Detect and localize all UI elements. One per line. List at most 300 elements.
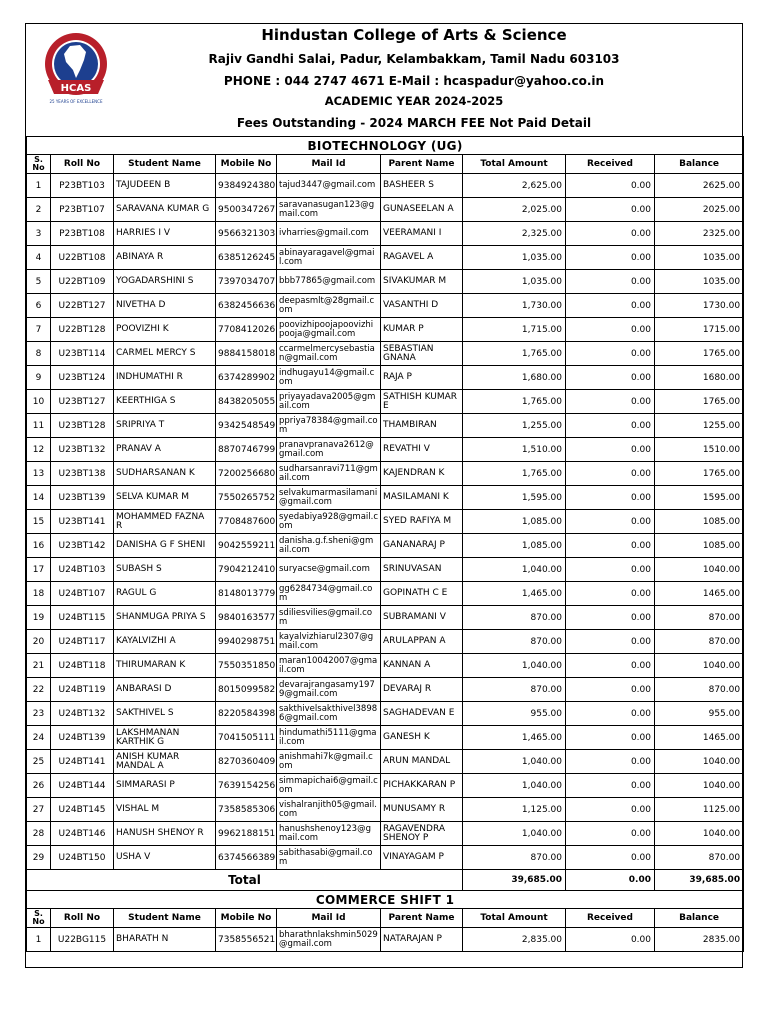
table-row <box>27 606 744 630</box>
cell-mail: priyayadava2005@gmail.com <box>277 390 381 414</box>
cell-roll: U24BT117 <box>51 630 114 654</box>
table-row <box>27 270 744 294</box>
cell-mobile: 8870746799 <box>216 438 277 462</box>
section-header <box>27 891 744 909</box>
cell-mobile: 7550351850 <box>216 654 277 678</box>
cell-received: 0.00 <box>566 246 655 270</box>
cell-mail: vishalranjith05@gmail.com <box>277 798 381 822</box>
cell-roll: U24BT107 <box>51 582 114 606</box>
cell-sno: 3 <box>27 222 51 246</box>
cell-balance: 2025.00 <box>655 198 744 222</box>
cell-total: 1,730.00 <box>463 294 566 318</box>
cell-name: ANBARASI D <box>114 678 216 702</box>
table-row <box>27 630 744 654</box>
cell-balance: 870.00 <box>655 630 744 654</box>
cell-mail: gg6284734@gmail.com <box>277 582 381 606</box>
cell-balance: 1595.00 <box>655 486 744 510</box>
cell-mail: selvakumarmasilamani@gmail.com <box>277 486 381 510</box>
table-row <box>27 846 744 870</box>
total-balance: 39,685.00 <box>655 870 744 891</box>
cell-sno: 1 <box>27 928 51 952</box>
cell-balance: 1085.00 <box>655 510 744 534</box>
cell-total: 1,040.00 <box>463 750 566 774</box>
cell-received: 0.00 <box>566 702 655 726</box>
cell-mail: sdiliesvilies@gmail.com <box>277 606 381 630</box>
cell-balance: 1765.00 <box>655 342 744 366</box>
cell-balance: 2625.00 <box>655 174 744 198</box>
cell-mobile: 7550265752 <box>216 486 277 510</box>
cell-received: 0.00 <box>566 558 655 582</box>
academic-year: ACADEMIC YEAR 2024-2025 <box>324 94 504 108</box>
cell-mobile: 6382456636 <box>216 294 277 318</box>
table-row <box>27 822 744 846</box>
column-header-received: Received <box>566 155 655 174</box>
cell-mail: abinayaragavel@gmail.com <box>277 246 381 270</box>
cell-mail: simmapichai6@gmail.com <box>277 774 381 798</box>
cell-name: SUBASH S <box>114 558 216 582</box>
cell-balance: 955.00 <box>655 702 744 726</box>
cell-mail: kayalvizhiarul2307@gmail.com <box>277 630 381 654</box>
cell-mail: saravanasugan123@gmail.com <box>277 198 381 222</box>
column-header-mail: Mail Id <box>277 155 381 174</box>
cell-parent: VASANTHI D <box>381 294 463 318</box>
cell-sno: 7 <box>27 318 51 342</box>
cell-name: POOVIZHI K <box>114 318 216 342</box>
cell-name: SIMMARASI P <box>114 774 216 798</box>
cell-received: 0.00 <box>566 294 655 318</box>
cell-roll: U24BT141 <box>51 750 114 774</box>
cell-mobile: 6385126245 <box>216 246 277 270</box>
cell-roll: U24BT144 <box>51 774 114 798</box>
cell-sno: 16 <box>27 534 51 558</box>
total-row <box>27 870 744 891</box>
cell-parent: RAJA P <box>381 366 463 390</box>
cell-roll: U24BT115 <box>51 606 114 630</box>
cell-received: 0.00 <box>566 822 655 846</box>
cell-balance: 1730.00 <box>655 294 744 318</box>
table-row <box>27 366 744 390</box>
cell-total: 955.00 <box>463 702 566 726</box>
cell-roll: U22BT108 <box>51 246 114 270</box>
cell-balance: 870.00 <box>655 846 744 870</box>
table-row <box>27 510 744 534</box>
college-name: Hindustan College of Arts & Science <box>261 26 567 44</box>
cell-roll: U23BT128 <box>51 414 114 438</box>
cell-received: 0.00 <box>566 798 655 822</box>
cell-parent: BASHEER S <box>381 174 463 198</box>
cell-roll: U23BT139 <box>51 486 114 510</box>
cell-name: YOGADARSHINI S <box>114 270 216 294</box>
cell-mail: anishmahi7k@gmail.com <box>277 750 381 774</box>
cell-parent: ARUN MANDAL <box>381 750 463 774</box>
cell-balance: 1715.00 <box>655 318 744 342</box>
cell-received: 0.00 <box>566 390 655 414</box>
report-title: Fees Outstanding - 2024 MARCH FEE Not Paid Detail <box>236 116 592 130</box>
cell-sno: 6 <box>27 294 51 318</box>
cell-roll: U24BT150 <box>51 846 114 870</box>
column-header-balance: Balance <box>655 909 744 928</box>
cell-roll: U23BT141 <box>51 510 114 534</box>
table-row <box>27 678 744 702</box>
cell-received: 0.00 <box>566 174 655 198</box>
cell-received: 0.00 <box>566 342 655 366</box>
column-header-sno: S. No <box>27 155 51 174</box>
column-header-row <box>27 909 744 928</box>
table-row <box>27 246 744 270</box>
column-header-roll: Roll No <box>51 909 114 928</box>
cell-sno: 12 <box>27 438 51 462</box>
column-header-balance: Balance <box>655 155 744 174</box>
cell-roll: U24BT118 <box>51 654 114 678</box>
cell-roll: U22BT128 <box>51 318 114 342</box>
cell-total: 1,040.00 <box>463 654 566 678</box>
cell-roll: U24BT103 <box>51 558 114 582</box>
cell-sno: 21 <box>27 654 51 678</box>
cell-mobile: 9042559211 <box>216 534 277 558</box>
cell-name: SARAVANA KUMAR G <box>114 198 216 222</box>
cell-mobile: 8015099582 <box>216 678 277 702</box>
cell-total: 1,040.00 <box>463 774 566 798</box>
cell-parent: VINAYAGAM P <box>381 846 463 870</box>
cell-total: 1,255.00 <box>463 414 566 438</box>
cell-mail: tajud3447@gmail.com <box>277 174 381 198</box>
cell-mail: poovizhipoojapoovizhipooja@gmail.com <box>277 318 381 342</box>
cell-mail: devarajrangasamy1979@gmail.com <box>277 678 381 702</box>
cell-sno: 22 <box>27 678 51 702</box>
table-row <box>27 750 744 774</box>
total-received: 0.00 <box>566 870 655 891</box>
cell-total: 1,040.00 <box>463 558 566 582</box>
cell-balance: 1465.00 <box>655 726 744 750</box>
cell-roll: U22BT127 <box>51 294 114 318</box>
cell-parent: SAGHADEVAN E <box>381 702 463 726</box>
cell-received: 0.00 <box>566 270 655 294</box>
cell-parent: RAGAVENDRA SHENOY P <box>381 822 463 846</box>
college-contact: PHONE : 044 2747 4671 E-Mail : hcaspadur@yahoo.co.in <box>223 74 605 88</box>
cell-balance: 1040.00 <box>655 774 744 798</box>
cell-total: 2,835.00 <box>463 928 566 952</box>
svg-text:HCAS: HCAS <box>60 83 92 94</box>
cell-balance: 1765.00 <box>655 462 744 486</box>
cell-name: MOHAMMED FAZNA R <box>114 510 216 534</box>
column-header-received: Received <box>566 909 655 928</box>
table-row <box>27 462 744 486</box>
cell-mail: danisha.g.f.sheni@gmail.com <box>277 534 381 558</box>
cell-roll: U23BT142 <box>51 534 114 558</box>
cell-received: 0.00 <box>566 486 655 510</box>
cell-mail: hindumathi5111@gmail.com <box>277 726 381 750</box>
table-row <box>27 534 744 558</box>
cell-parent: KUMAR P <box>381 318 463 342</box>
cell-mobile: 7200256680 <box>216 462 277 486</box>
cell-total: 1,680.00 <box>463 366 566 390</box>
cell-total: 1,765.00 <box>463 462 566 486</box>
cell-mail: sakthivelsakthivel38986@gmail.com <box>277 702 381 726</box>
cell-received: 0.00 <box>566 654 655 678</box>
cell-parent: SYED RAFIYA M <box>381 510 463 534</box>
cell-name: NIVETHA D <box>114 294 216 318</box>
cell-mobile: 9840163577 <box>216 606 277 630</box>
cell-total: 2,325.00 <box>463 222 566 246</box>
fees-table-body <box>27 137 744 952</box>
cell-balance: 1040.00 <box>655 750 744 774</box>
cell-total: 1,125.00 <box>463 798 566 822</box>
cell-name: KAYALVIZHI A <box>114 630 216 654</box>
cell-mail: hanushshenoy123@gmail.com <box>277 822 381 846</box>
cell-balance: 1035.00 <box>655 246 744 270</box>
cell-parent: KAJENDRAN K <box>381 462 463 486</box>
column-header-total: Total Amount <box>463 909 566 928</box>
column-header-roll: Roll No <box>51 155 114 174</box>
cell-mobile: 6374566389 <box>216 846 277 870</box>
cell-mobile: 7708487600 <box>216 510 277 534</box>
table-row <box>27 928 744 952</box>
cell-name: SAKTHIVEL S <box>114 702 216 726</box>
cell-received: 0.00 <box>566 678 655 702</box>
cell-mobile: 9384924380 <box>216 174 277 198</box>
cell-mobile: 7708412026 <box>216 318 277 342</box>
cell-received: 0.00 <box>566 414 655 438</box>
cell-received: 0.00 <box>566 198 655 222</box>
cell-total: 1,465.00 <box>463 726 566 750</box>
column-header-row <box>27 155 744 174</box>
cell-mail: indhugayu14@gmail.com <box>277 366 381 390</box>
cell-name: HARRIES I V <box>114 222 216 246</box>
cell-mail: bharathnlakshmin5029@gmail.com <box>277 928 381 952</box>
cell-total: 2,625.00 <box>463 174 566 198</box>
table-row <box>27 318 744 342</box>
column-header-mobile: Mobile No <box>216 155 277 174</box>
cell-total: 1,765.00 <box>463 342 566 366</box>
column-header-parent: Parent Name <box>381 909 463 928</box>
cell-parent: ARULAPPAN A <box>381 630 463 654</box>
cell-mail: suryacse@gmail.com <box>277 558 381 582</box>
cell-roll: U24BT132 <box>51 702 114 726</box>
cell-sno: 11 <box>27 414 51 438</box>
cell-sno: 29 <box>27 846 51 870</box>
cell-total: 1,040.00 <box>463 822 566 846</box>
cell-mail: deepasmlt@28gmail.com <box>277 294 381 318</box>
cell-total: 870.00 <box>463 606 566 630</box>
cell-name: PRANAV A <box>114 438 216 462</box>
cell-balance: 1040.00 <box>655 654 744 678</box>
cell-total: 2,025.00 <box>463 198 566 222</box>
cell-sno: 4 <box>27 246 51 270</box>
table-row <box>27 438 744 462</box>
cell-parent: PICHAKKARAN P <box>381 774 463 798</box>
cell-sno: 19 <box>27 606 51 630</box>
table-row <box>27 702 744 726</box>
column-header-mobile: Mobile No <box>216 909 277 928</box>
cell-mail: syedabiya928@gmail.com <box>277 510 381 534</box>
cell-name: SELVA KUMAR M <box>114 486 216 510</box>
cell-mobile: 7041505111 <box>216 726 277 750</box>
cell-mail: sudharsanravi711@gmail.com <box>277 462 381 486</box>
cell-balance: 870.00 <box>655 678 744 702</box>
cell-mobile: 9962188151 <box>216 822 277 846</box>
cell-parent: RAGAVEL A <box>381 246 463 270</box>
cell-balance: 1085.00 <box>655 534 744 558</box>
table-row <box>27 654 744 678</box>
cell-balance: 1125.00 <box>655 798 744 822</box>
cell-mobile: 8438205055 <box>216 390 277 414</box>
cell-sno: 2 <box>27 198 51 222</box>
cell-name: RAGUL G <box>114 582 216 606</box>
cell-parent: SEBASTIAN GNANA <box>381 342 463 366</box>
cell-received: 0.00 <box>566 750 655 774</box>
cell-roll: U23BT127 <box>51 390 114 414</box>
cell-sno: 23 <box>27 702 51 726</box>
cell-name: VISHAL M <box>114 798 216 822</box>
svg-text:25 YEARS OF EXCELLENCE: 25 YEARS OF EXCELLENCE <box>49 99 103 104</box>
cell-sno: 18 <box>27 582 51 606</box>
cell-mobile: 9940298751 <box>216 630 277 654</box>
table-row <box>27 342 744 366</box>
cell-roll: P23BT103 <box>51 174 114 198</box>
table-row <box>27 294 744 318</box>
cell-received: 0.00 <box>566 366 655 390</box>
cell-parent: MASILAMANI K <box>381 486 463 510</box>
cell-roll: U24BT139 <box>51 726 114 750</box>
cell-mobile: 8220584398 <box>216 702 277 726</box>
cell-received: 0.00 <box>566 222 655 246</box>
cell-mail: maran10042007@gmail.com <box>277 654 381 678</box>
cell-parent: GOPINATH C E <box>381 582 463 606</box>
cell-mobile: 7358556521 <box>216 928 277 952</box>
cell-roll: U22BT109 <box>51 270 114 294</box>
cell-name: KEERTHIGA S <box>114 390 216 414</box>
cell-received: 0.00 <box>566 726 655 750</box>
cell-name: ANISH KUMAR MANDAL A <box>114 750 216 774</box>
cell-received: 0.00 <box>566 438 655 462</box>
cell-mobile: 7639154256 <box>216 774 277 798</box>
cell-received: 0.00 <box>566 774 655 798</box>
cell-balance: 1255.00 <box>655 414 744 438</box>
cell-balance: 2325.00 <box>655 222 744 246</box>
cell-total: 1,035.00 <box>463 270 566 294</box>
cell-total: 1,510.00 <box>463 438 566 462</box>
cell-mobile: 9342548549 <box>216 414 277 438</box>
total-label: Total <box>27 870 463 891</box>
cell-received: 0.00 <box>566 318 655 342</box>
cell-sno: 10 <box>27 390 51 414</box>
cell-sno: 17 <box>27 558 51 582</box>
cell-balance: 1465.00 <box>655 582 744 606</box>
college-address: Rajiv Gandhi Salai, Padur, Kelambakkam, Tamil Nadu 603103 <box>208 52 620 66</box>
cell-total: 1,035.00 <box>463 246 566 270</box>
cell-roll: U23BT114 <box>51 342 114 366</box>
cell-balance: 1680.00 <box>655 366 744 390</box>
table-row <box>27 486 744 510</box>
cell-parent: GUNASEELAN A <box>381 198 463 222</box>
cell-balance: 870.00 <box>655 606 744 630</box>
cell-parent: SATHISH KUMAR E <box>381 390 463 414</box>
cell-balance: 1765.00 <box>655 390 744 414</box>
cell-name: ABINAYA R <box>114 246 216 270</box>
cell-parent: VEERAMANI I <box>381 222 463 246</box>
cell-sno: 20 <box>27 630 51 654</box>
cell-parent: SUBRAMANI V <box>381 606 463 630</box>
cell-total: 1,765.00 <box>463 390 566 414</box>
cell-total: 1,715.00 <box>463 318 566 342</box>
cell-received: 0.00 <box>566 606 655 630</box>
cell-sno: 15 <box>27 510 51 534</box>
column-header-parent: Parent Name <box>381 155 463 174</box>
cell-sno: 26 <box>27 774 51 798</box>
cell-mobile: 6374289902 <box>216 366 277 390</box>
column-header-total: Total Amount <box>463 155 566 174</box>
cell-balance: 1035.00 <box>655 270 744 294</box>
cell-mail: ccarmelmercysebastian@gmail.com <box>277 342 381 366</box>
section-header <box>27 137 744 155</box>
table-row <box>27 726 744 750</box>
column-header-name: Student Name <box>114 155 216 174</box>
document-header <box>26 24 742 136</box>
cell-balance: 2835.00 <box>655 928 744 952</box>
cell-sno: 24 <box>27 726 51 750</box>
cell-sno: 28 <box>27 822 51 846</box>
cell-name: HANUSH SHENOY R <box>114 822 216 846</box>
cell-balance: 1510.00 <box>655 438 744 462</box>
cell-parent: GANESH K <box>381 726 463 750</box>
cell-roll: U24BT119 <box>51 678 114 702</box>
cell-roll: U24BT145 <box>51 798 114 822</box>
cell-sno: 5 <box>27 270 51 294</box>
cell-parent: SRINUVASAN <box>381 558 463 582</box>
cell-parent: REVATHI V <box>381 438 463 462</box>
table-row <box>27 390 744 414</box>
cell-balance: 1040.00 <box>655 558 744 582</box>
cell-sno: 14 <box>27 486 51 510</box>
column-header-sno: S. No <box>27 909 51 928</box>
total-amount: 39,685.00 <box>463 870 566 891</box>
cell-total: 870.00 <box>463 678 566 702</box>
cell-name: LAKSHMANAN KARTHIK G <box>114 726 216 750</box>
cell-roll: U23BT124 <box>51 366 114 390</box>
cell-total: 1,465.00 <box>463 582 566 606</box>
cell-parent: NATARAJAN P <box>381 928 463 952</box>
column-header-mail: Mail Id <box>277 909 381 928</box>
cell-roll: P23BT107 <box>51 198 114 222</box>
cell-received: 0.00 <box>566 582 655 606</box>
cell-mail: ivharries@gmail.com <box>277 222 381 246</box>
cell-sno: 8 <box>27 342 51 366</box>
cell-sno: 27 <box>27 798 51 822</box>
cell-sno: 25 <box>27 750 51 774</box>
cell-name: USHA V <box>114 846 216 870</box>
section-title: BIOTECHNOLOGY (UG) <box>27 137 744 155</box>
cell-name: SHANMUGA PRIYA S <box>114 606 216 630</box>
cell-mail: pranavpranava2612@gmail.com <box>277 438 381 462</box>
cell-received: 0.00 <box>566 462 655 486</box>
cell-name: SUDHARSANAN K <box>114 462 216 486</box>
cell-received: 0.00 <box>566 846 655 870</box>
cell-roll: U22BG115 <box>51 928 114 952</box>
column-header-name: Student Name <box>114 909 216 928</box>
cell-roll: U24BT146 <box>51 822 114 846</box>
table-row <box>27 558 744 582</box>
table-row <box>27 414 744 438</box>
cell-name: TAJUDEEN B <box>114 174 216 198</box>
cell-name: CARMEL MERCY S <box>114 342 216 366</box>
cell-total: 1,595.00 <box>463 486 566 510</box>
cell-name: THIRUMARAN K <box>114 654 216 678</box>
cell-name: INDHUMATHI R <box>114 366 216 390</box>
cell-parent: GANANARAJ P <box>381 534 463 558</box>
cell-roll: U23BT132 <box>51 438 114 462</box>
cell-sno: 9 <box>27 366 51 390</box>
cell-total: 870.00 <box>463 846 566 870</box>
